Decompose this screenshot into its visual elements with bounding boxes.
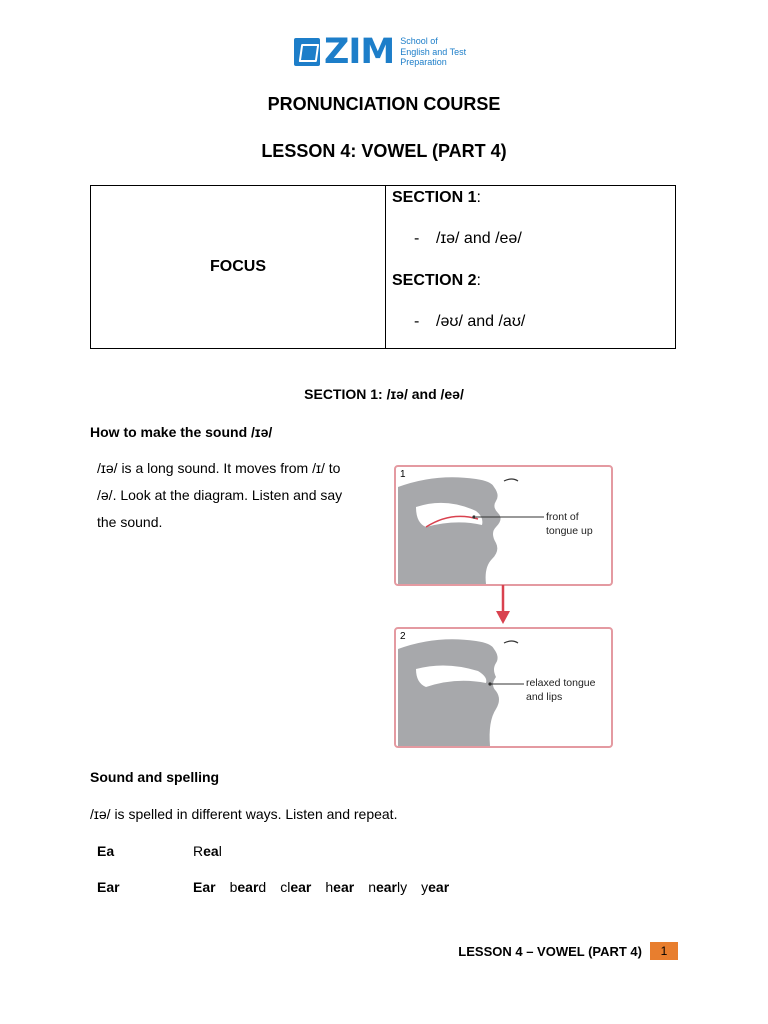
focus-label: FOCUS [91,186,386,348]
spelling-word [193,843,222,859]
logo-book-icon [294,38,320,66]
spelling-word [230,879,267,895]
page-number: 1 [650,942,678,960]
spelling-highlight: ear [428,879,450,895]
focus-table [90,185,676,349]
spelling-highlight: Ear [193,879,216,895]
section2-label [392,272,481,290]
spelling-letters: ly [397,879,408,895]
section1-label-text: SECTION 1 [392,189,477,206]
spelling-letters: cl [280,879,291,895]
logo-tagline-line: English and Test [400,46,467,57]
lesson-title: LESSON 4: VOWEL (PART 4) [261,141,507,161]
spelling-highlight: ear [333,879,355,895]
how-to-text-line: /ə/. Look at the diagram. Listen and say [97,487,343,503]
spelling-row-words [193,879,463,895]
spelling-letters: h [325,879,334,895]
spelling-highlight: ear [237,879,259,895]
section1-label [392,189,481,207]
spelling-word [368,879,407,895]
how-to-text-line: the sound. [97,514,163,530]
spelling-row-words [193,843,236,859]
spelling-row-label: Ear [97,879,120,895]
spelling-highlight: ea [203,843,219,859]
course-title: PRONUNCIATION COURSE [267,94,501,114]
spelling-letters: y [421,879,429,895]
mouth-diagram-2 [394,627,613,748]
spelling-word [193,879,216,895]
bullet-dash: - [414,313,420,330]
spelling-letters: n [368,879,376,895]
how-to-text-line: /ɪə/ is a long sound. It moves from /ɪ/ to [97,460,341,476]
diagram-caption-line: front of [546,511,579,523]
diagram-caption [526,676,595,704]
logo [294,34,466,70]
spelling-highlight: ear [290,879,312,895]
logo-word: ZIM [324,32,395,72]
spelling-word [421,879,449,895]
spelling-highlight: ear [375,879,398,895]
focus-content [386,186,675,348]
spelling-word [280,879,311,895]
section2-item [414,313,525,331]
diagram-number: 1 [400,469,406,480]
section1-item [414,230,522,248]
spelling-letters: b [229,879,238,895]
bullet-dash: - [414,230,420,247]
spelling-letters: d [258,879,267,895]
section2-label-text: SECTION 2 [392,272,477,289]
spelling-letters: R [193,843,204,859]
section1-heading: SECTION 1: /ɪə/ and /eə/ [304,386,464,402]
logo-tagline-line: School of [400,36,438,47]
diagram-caption-line: and lips [526,691,563,703]
logo-tagline [400,36,466,68]
page-footer [458,942,678,960]
diagram-caption [546,510,593,538]
spelling-row-label: Ea [97,843,115,859]
arrow-down-icon [495,585,511,625]
diagram-caption-line: relaxed tongue [526,677,596,689]
spelling-intro: /ɪə/ is spelled in different ways. Listen and repeat. [90,806,398,822]
how-to-heading: How to make the sound /ɪə/ [90,424,273,440]
footer-label: LESSON 4 – VOWEL (PART 4) [458,943,642,959]
how-to-text [97,455,342,536]
diagram-caption-line: tongue up [546,525,593,537]
logo-tagline-line: Preparation [400,57,447,68]
section2-item-text: /əʊ/ and /aʊ/ [436,313,526,330]
spelling-word [325,879,354,895]
spelling-letters: l [218,843,222,859]
section1-item-text: /ɪə/ and /eə/ [436,230,522,247]
colon: : [476,189,481,206]
spelling-heading: Sound and spelling [90,769,220,785]
colon: : [476,272,481,289]
diagram-number: 2 [400,631,406,642]
mouth-diagram-1 [394,465,613,586]
